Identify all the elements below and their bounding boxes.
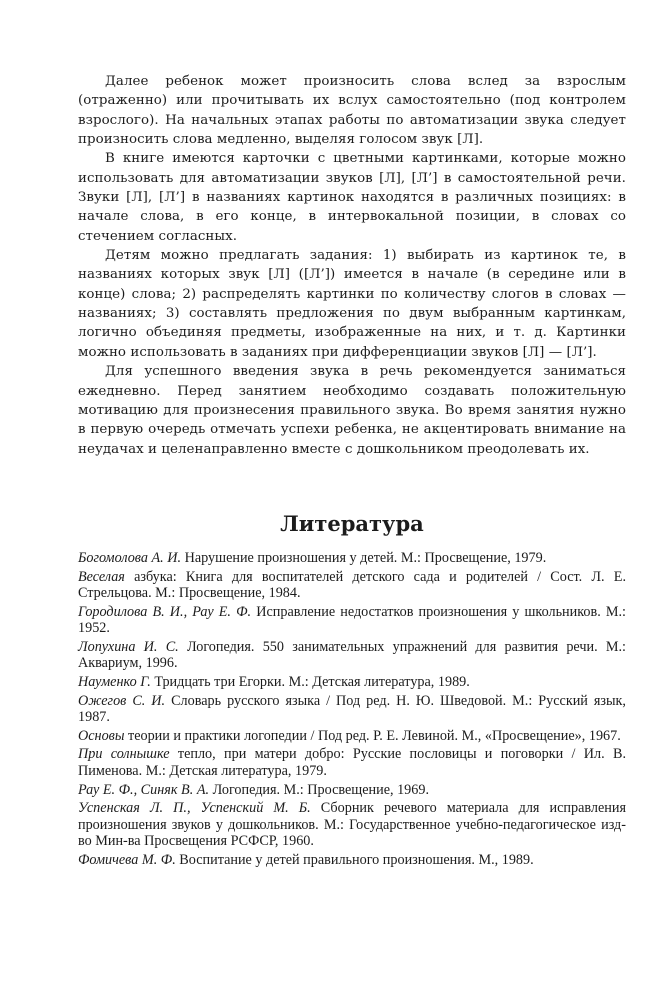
- paragraph: В книге имеются карточки с цветными картинками, которые можно использовать для автоматизации звуков [Л], [Л’] в самостоятельной речи. Звуки [Л], [Л’] в названиях картинок находятся в различных позициях: в начале слова, в его конце, в интервокальной позиции, в словах со стечением согласных.: [78, 151, 626, 244]
- paragraph: Детям можно предлагать задания: 1) выбирать из картинок те, в названиях которых звук [Л] ([Л’]) имеется в начале (в середине или в конце) слова; 2) распределять картинки по количеству слогов в словах — названиях; 3) составлять предложения по двум выбранным картинкам, логично объединяя предметы, изображенные на них, и т. д. Картинки можно использовать в заданиях при дифференциации звуков [Л] — [Л’].: [78, 248, 626, 360]
- reference-item: [78, 693, 626, 726]
- reference-item: [78, 852, 626, 868]
- reference-author: При солнышке: [78, 746, 170, 763]
- reference-text: Воспитание у детей правильного произношения. М., 1989.: [175, 851, 534, 868]
- reference-author: Основы: [78, 727, 125, 744]
- reference-item: [78, 728, 626, 744]
- reference-text: Логопедия. М.: Просвещение, 1969.: [209, 781, 430, 798]
- reference-author: Рау Е. Ф., Синяк В. А.: [78, 781, 210, 798]
- reference-author: Богомолова А. И.: [78, 549, 182, 566]
- reference-item: [78, 674, 626, 690]
- reference-text: тепло, при матери добро: Русские пословицы и поговорки / Ил. В. Пименова. М.: Детская литература, 1979.: [78, 746, 626, 779]
- reference-author: Науменко Г.: [78, 673, 151, 690]
- reference-author: Лопухина И. С.: [78, 638, 179, 655]
- page: [78, 72, 626, 870]
- reference-author: Успенская Л. П., Успенский М. Б.: [78, 800, 311, 817]
- body-text: [78, 72, 626, 459]
- reference-item: [78, 569, 626, 602]
- reference-item: [78, 782, 626, 798]
- reference-text: Тридцать три Егорки. М.: Детская литература, 1989.: [150, 673, 470, 690]
- reference-item: [78, 550, 626, 566]
- reference-item: [78, 746, 626, 779]
- reference-author: Веселая: [78, 568, 125, 585]
- references-list: [78, 550, 626, 868]
- reference-item: [78, 604, 626, 637]
- reference-author: Фомичева М. Ф.: [78, 851, 176, 868]
- reference-text: Исправление недостатков произношения у школьников. М.: 1952.: [78, 603, 626, 637]
- reference-author: Городилова В. И., Рау Е. Ф.: [78, 603, 252, 620]
- reference-text: Нарушение произношения у детей. М.: Просвещение, 1979.: [181, 549, 547, 566]
- reference-text: Логопедия. 550 занимательных упражнений для развития речи. М.: Аквариум, 1996.: [78, 638, 626, 672]
- reference-author: Ожегов С. И.: [78, 692, 166, 709]
- reference-text: Словарь русского языка / Под ред. Н. Ю. Шведовой. М.: Русский язык, 1987.: [78, 692, 626, 726]
- reference-text: теории и практики логопедии / Под ред. Р. Е. Левиной. М., «Просвещение», 1967.: [124, 727, 621, 744]
- reference-item: [78, 800, 626, 849]
- references-heading: Литература: [280, 510, 424, 536]
- reference-item: [78, 639, 626, 672]
- reference-text: азбука: Книга для воспитателей детского сада и родителей / Сост. Л. Е. Стрельцова. М.: Просвещение, 1984.: [78, 568, 626, 601]
- paragraph: Для успешного введения звука в речь рекомендуется заниматься ежедневно. Перед занятием необходимо создавать положительную мотивацию для произнесения правильного звука. Во время занятия нужно в первую очередь отмечать успехи ребенка, не акцентировать внимание на неудачах и целенаправленно вместе с дошкольником преодолевать их.: [78, 364, 626, 457]
- paragraph: Далее ребенок может произносить слова вслед за взрослым (отраженно) или прочитывать их вслух самостоятельно (под контролем взрослого). На начальных этапах работы по автоматизации звука следует произносить слова медленно, выделяя голосом звук [Л].: [78, 74, 626, 148]
- reference-text: Сборник речевого материала для исправления произношения звуков у дошкольников. М.: Государственное учебно-педагогическое изд-во Мин-ва Просвещения РСФСР, 1960.: [78, 800, 626, 850]
